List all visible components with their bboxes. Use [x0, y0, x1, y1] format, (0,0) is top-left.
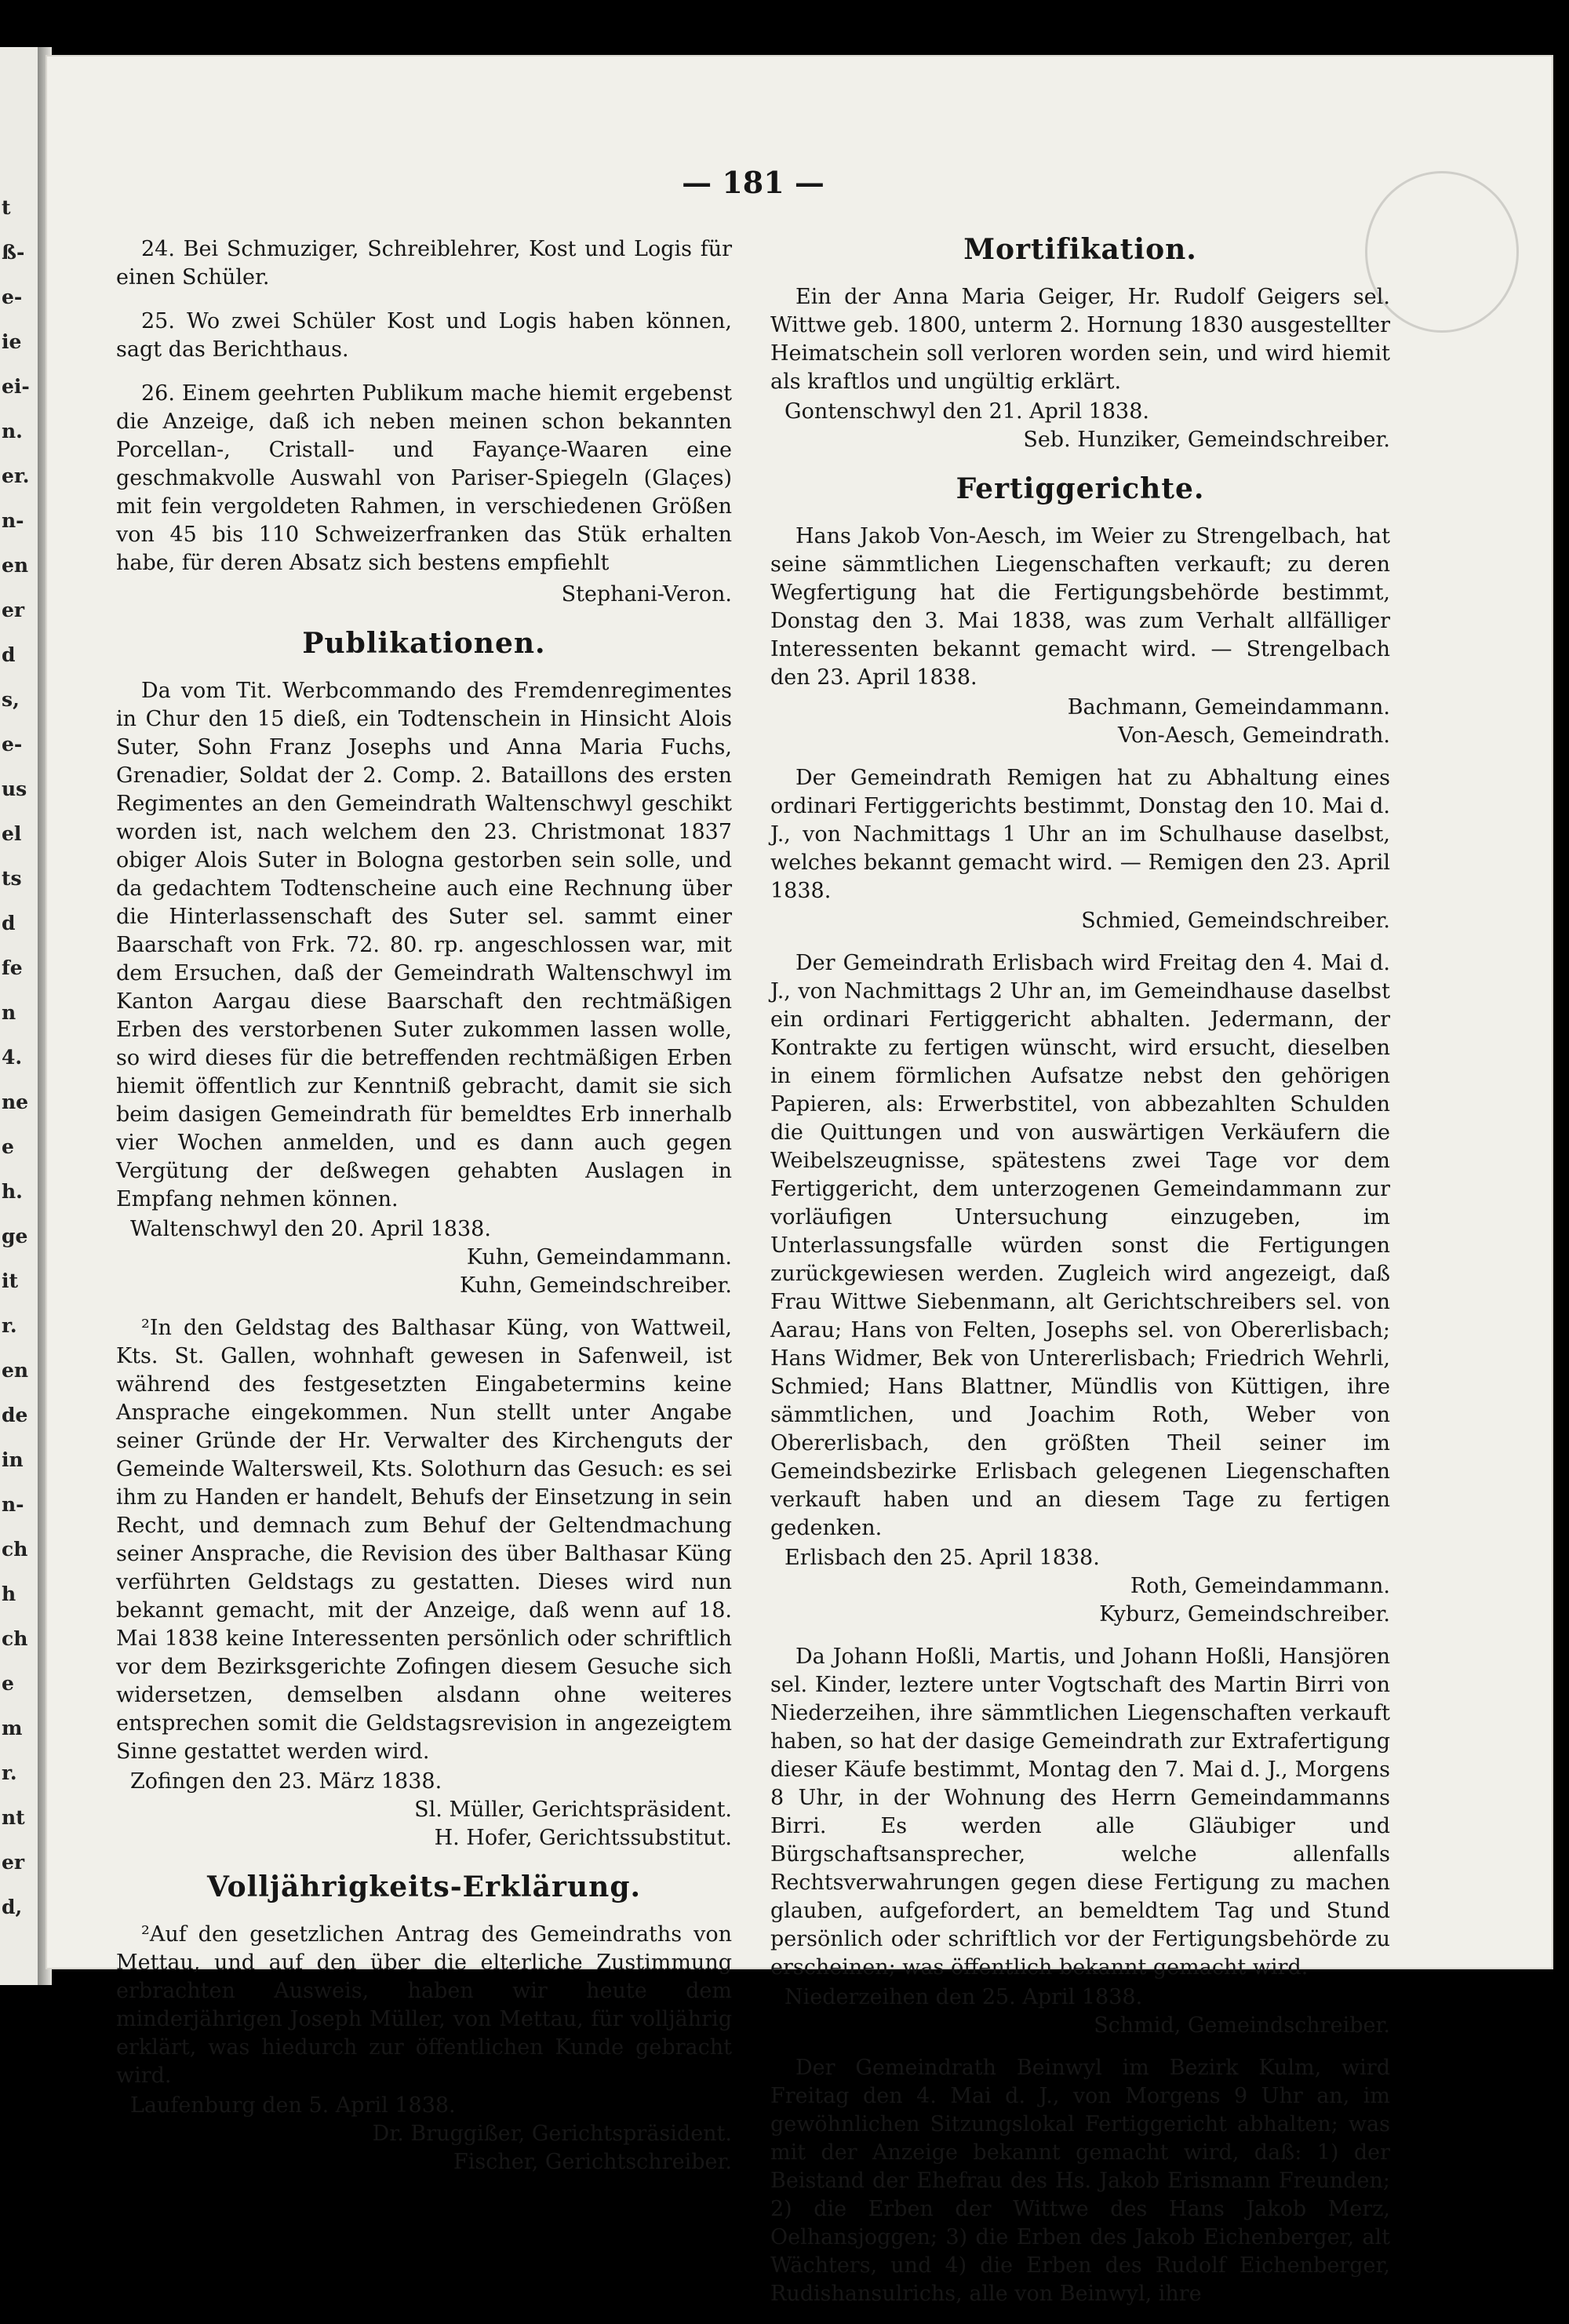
- facing-page-fragment: in: [2, 1448, 24, 1471]
- volljaehrigkeit-signature-1: Dr. Bruggißer, Gerichtspräsident.: [372, 2122, 732, 2146]
- facing-page-fragment: m: [2, 1717, 23, 1739]
- fertiggericht-4-signature: Schmid, Gemeindschreiber.: [1094, 2013, 1390, 2038]
- heading-mortifikation: Mortifikation.: [963, 233, 1197, 266]
- fertiggericht-3-signature-1: Roth, Gemeindammann.: [1130, 1574, 1390, 1598]
- volljaehrigkeit-notice: ²Auf den gesetzlichen Antrag des Gemeindraths von Mettau, und auf den über die elterliche Zustimmung erbrachten Ausweis, haben wir heute dem minderjährigen Joseph Müller, von Mettau, für volljährig erklärt, was hiedurch zur öffentlichen Kunde gebracht wird.: [116, 1922, 732, 2088]
- fertiggericht-3-date: Erlisbach den 25. April 1838.: [784, 1546, 1100, 1570]
- facing-page-fragment: us: [2, 778, 27, 800]
- page-number: — 181 —: [682, 165, 825, 200]
- ad-26: 26. Einem geehrten Publikum mache hiemit ergebenst die Anzeige, daß ich neben meinen schon bekannten Porcellan-, Cristall- und Fayançe-Waaren eine geschmakvolle Auswahl von Pariser-Spiegeln (Glaçes) mit fein vergoldeten Rahmen, in verschiedenen Größen von 45 bis 110 Schweizerfranken das Stük erhalten habe, für deren Absatz sich bestens empfiehlt: [116, 381, 732, 575]
- facing-page-fragment: ge: [2, 1225, 28, 1248]
- publication-1-signature-2: Kuhn, Gemeindschreiber.: [459, 1273, 732, 1298]
- fertiggericht-5: Der Gemeindrath Beinwyl im Bezirk Kulm, wird Freitag den 4. Mai d. J., von Morgens 9 Uhr an, im gewöhnlichen Sitzungslokal Fertiggericht abhalten; was mit der Anzeige bekannt gemacht wird, daß: 1) der Beistand der Ehefrau des Hs. Jakob Erismann Freunden; 2) die Erben der Wittwe des Hans Jakob Merz, Oelhansjoggen; 3) die Erben des Jakob Eichenberger, alt Wächters, und 4) die Erben des Rudolf Eichenberger, Rudishansulrichs, alle von Beinwyl, ihre: [770, 2056, 1390, 2306]
- facing-page-fragment: er.: [2, 464, 30, 487]
- publication-1: Da vom Tit. Werbcommando des Fremdenregimentes in Chur den 15 dieß, ein Todtenschein in Hinsicht Alois Suter, Sohn Franz Josephs und Anna Maria Fuchs, Grenadier, Soldat der 2. Comp. 2. Bataillons des ersten Regimentes an den Gemeindrath Waltenschwyl geschikt worden ist, nach welchem den 23. Christmonat 1837 obiger Alois Suter in Bologna gestorben sein solle, und da gedachtem Todtenscheine auch eine Rechnung über die Hinterlassenschaft des Suter sel. sammt einer Baarschaft von Frk. 72. 80. rp. angeschlossen war, mit dem Ersuchen, daß der Gemeindrath Waltenschwyl im Kanton Aargau diese Baarschaft den rechtmäßigen Erben des verstorbenen Suter zukommen lassen wolle, so wird dieses für die betreffenden rechtmäßigen Erben hiemit öffentlich zur Kenntniß gebracht, damit sie sich beim dasigen Gemeindrath für bemeldtes Erb innerhalb vier Wochen anmelden, und es dann auch gegen Vergütung der deßwegen gehabten Auslagen in Empfang nehmen können.: [116, 679, 732, 1211]
- fertiggericht-4: Da Johann Hoßli, Martis, und Johann Hoßli, Hansjören sel. Kinder, leztere unter Vogtschaft des Martin Birri von Niederzeihen, ihre sämmtlichen Liegenschaften verkauft haben, so hat der dasige Gemeindrath zur Extrafertigung dieser Käufe bestimmt, Montag den 7. Mai d. J., Morgens 8 Uhr, in der Wohnung des Herrn Gemeindammanns Birri. Es werden alle Gläubiger und Bürgschaftsansprecher, welche allenfalls Rechtsverwahrungen gegen diese Fertigung zu machen glauben, aufgefordert, an bemeldtem Tag und Stund persönlich oder schriftlich vor der Fertigungsbehörde zu erscheinen; was öffentlich bekannt gemacht wird.: [770, 1645, 1390, 1980]
- facing-page-fragment: n: [2, 1001, 16, 1024]
- facing-page-fragment: h: [2, 1583, 16, 1605]
- publication-1-signature-1: Kuhn, Gemeindammann.: [466, 1245, 732, 1269]
- publication-2-date: Zofingen den 23. März 1838.: [130, 1769, 442, 1794]
- mortifikation-date: Gontenschwyl den 21. April 1838.: [784, 399, 1149, 424]
- facing-page-fragment: el: [2, 822, 22, 845]
- facing-page-fragment: r.: [2, 1314, 17, 1337]
- facing-page-fragment: e: [2, 1672, 14, 1695]
- volljaehrigkeit-date: Laufenburg den 5. April 1838.: [130, 2093, 456, 2118]
- mortifikation-signature: Seb. Hunziker, Gemeindschreiber.: [1023, 428, 1390, 452]
- facing-page-fragment: ei-: [2, 375, 30, 398]
- facing-page-fragment: h.: [2, 1180, 23, 1203]
- ad-25: 25. Wo zwei Schüler Kost und Logis haben können, sagt das Berichthaus.: [116, 309, 732, 362]
- publication-2: ²In den Geldstag des Balthasar Küng, von Wattweil, Kts. St. Gallen, wohnhaft gewesen in Safenweil, ist während des festgesetzten Eingabetermins keine Ansprache eingekommen. Nun stellt unter Angabe seiner Gründe der Hr. Verwalter des Kirchenguts der Gemeinde Waltersweil, Kts. Solothurn das Gesuch: es sei ihm zu Handen er handelt, Behufs der Einsetzung in sein Recht, und demnach zum Behuf der Geltendmachung seiner Ansprache, die Revision des über Balthasar Küng verführten Geldstags zu gestatten. Dieses wird nun bekannt gemacht, mit der Anzeige, daß wenn auf 18. Mai 1838 keine Interessenten persönlich oder schriftlich vor dem Bezirksgerichte Zofingen diesem Gesuche sich widersetzen, demselben alsdann ohne weiteres entsprechen somit die Geldstagsrevision in angezeigtem Sinne gestattet werden wird.: [116, 1316, 732, 1764]
- fertiggericht-3-signature-2: Kyburz, Gemeindschreiber.: [1099, 1602, 1390, 1626]
- facing-page-fragment: n.: [2, 420, 23, 443]
- heading-volljaehrigkeit: Volljährigkeits-Erklärung.: [206, 1870, 642, 1903]
- fertiggericht-1-signature-2: Von-Aesch, Gemeindrath.: [1117, 723, 1390, 748]
- fertiggericht-3: Der Gemeindrath Erlisbach wird Freitag den 4. Mai d. J., von Nachmittags 2 Uhr an, im Gemeindhause daselbst ein ordinari Fertiggericht abhalten. Jedermann, der Kontrakte zu fertigen wünscht, wird ersucht, dieselben in einem förmlichen Aufsatze nebst den gehörigen Papieren, als: Erwerbstitel, von abbezahlten Schulden die Quittungen und von auswärtigen Verkäufern die Weibelszeugnisse, spätestens zwei Tage vor dem Fertiggericht, dem unterzogenen Gemeindammann zur vorläufigen Untersuchung einzugeben, im Unterlassungsfalle würden sonst die Fertigungen zurückgewiesen werden. Zugleich wird angezeigt, daß Frau Wittwe Siebenmann, alt Gerichtschreibers sel. von Aarau; Hans von Felten, Josephs sel. von Obererlisbach; Hans Widmer, Bek von Untererlisbach; Friedrich Wehrli, Schmied; Hans Blattner, Mündlis von Küttigen, ihre sämmtlichen, und Joachim Roth, Weber von Obererlisbach, den größten Theil seiner im Gemeindsbezirke Erlisbach gelegenen Liegenschaften verkauft haben und an diesem Tage zu fertigen gedenken.: [770, 951, 1390, 1540]
- facing-page-fragment: 4.: [2, 1046, 23, 1069]
- publication-1-date: Waltenschwyl den 20. April 1838.: [130, 1217, 491, 1241]
- volljaehrigkeit-signature-2: Fischer, Gerichtschreiber.: [453, 2150, 732, 2174]
- facing-page-fragment: e-: [2, 733, 23, 756]
- fertiggericht-1: Hans Jakob Von-Aesch, im Weier zu Strengelbach, hat seine sämmtlichen Liegenschaften verkauft; zu deren Wegfertigung hat die Fertigungsbehörde bestimmt, Donstag den 3. Mai 1838, was zum Verhalt allfälliger Interessenten bekannt gemacht wird. — Strengelbach den 23. April 1838.: [770, 524, 1390, 690]
- facing-page-fragment: ie: [2, 330, 22, 353]
- fertiggericht-2-signature: Schmied, Gemeindschreiber.: [1081, 909, 1390, 933]
- facing-page-fragment: nt: [2, 1806, 25, 1829]
- mortifikation-notice: Ein der Anna Maria Geiger, Hr. Rudolf Geigers sel. Wittwe geb. 1800, unterm 2. Hornung 1830 ausgestellter Heimatschein soll verloren worden sein, und wird hiemit als kraftlos und ungültig erklärt.: [770, 285, 1390, 394]
- facing-page-fragment: e-: [2, 286, 23, 308]
- facing-page-fragment: n-: [2, 509, 24, 532]
- facing-page-fragment: fe: [2, 956, 23, 979]
- facing-page-fragment: ts: [2, 867, 22, 890]
- facing-page-fragment: d: [2, 912, 16, 934]
- right-column: [770, 235, 1390, 2324]
- facing-page-fragment: er: [2, 1851, 25, 1874]
- publication-2-signature-2: H. Hofer, Gerichtssubstitut.: [434, 1826, 732, 1850]
- fertiggericht-2: Der Gemeindrath Remigen hat zu Abhaltung eines ordinari Fertiggerichts bestimmt, Donstag den 10. Mai d. J., von Nachmittags 1 Uhr an im Schulhause daselbst, welches bekannt gemacht wird. — Remigen den 23. April 1838.: [770, 766, 1390, 903]
- publication-2-signature-1: Sl. Müller, Gerichtspräsident.: [414, 1798, 732, 1822]
- facing-page-fragment: e: [2, 1135, 14, 1158]
- facing-page-fragment: en: [2, 1359, 29, 1382]
- facing-page-fragment: d,: [2, 1896, 23, 1918]
- facing-page-fragment: de: [2, 1404, 28, 1426]
- fertiggericht-1-signature-1: Bachmann, Gemeindammann.: [1067, 695, 1390, 719]
- facing-page-fragment: s,: [2, 688, 20, 711]
- facing-page-fragment: en: [2, 554, 29, 577]
- facing-page-fragment: ß-: [2, 241, 25, 264]
- facing-page-fragment: d: [2, 643, 16, 666]
- facing-page-fragment: ch: [2, 1538, 28, 1561]
- fertiggericht-4-date: Niederzeihen den 25. April 1838.: [784, 1985, 1143, 2009]
- facing-page-fragment: r.: [2, 1761, 17, 1784]
- left-column: [116, 235, 732, 2176]
- facing-page-fragment: n-: [2, 1493, 24, 1516]
- facing-page-fragment: er: [2, 599, 25, 621]
- heading-publikationen: Publikationen.: [302, 627, 546, 660]
- ad-24: 24. Bei Schmuziger, Schreiblehrer, Kost und Logis für einen Schüler.: [116, 237, 732, 290]
- facing-page-fragment: ch: [2, 1627, 28, 1650]
- facing-page-fragment: t: [2, 196, 11, 219]
- heading-fertiggerichte: Fertiggerichte.: [956, 472, 1205, 505]
- ad-26-signature: Stephani-Veron.: [561, 582, 732, 606]
- facing-page-fragment: it: [2, 1269, 19, 1292]
- facing-page-fragment: ne: [2, 1091, 29, 1113]
